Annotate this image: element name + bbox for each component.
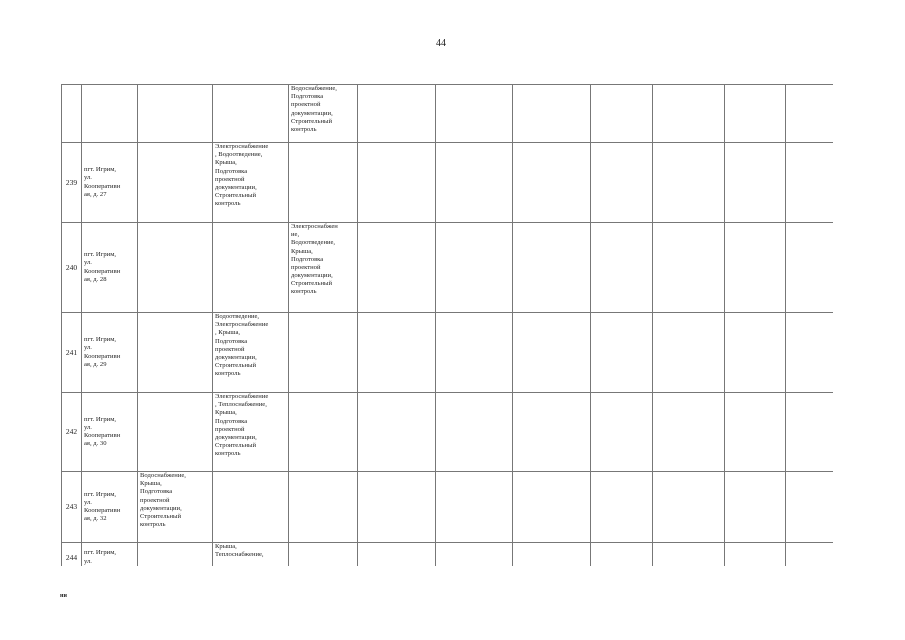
- empty-cell: [591, 313, 653, 393]
- empty-cell: [653, 223, 725, 313]
- empty-cell: [786, 543, 834, 567]
- address-cell: пгт. Игрим, ул. Кооперативн ая, д. 28: [82, 223, 138, 313]
- empty-cell: [725, 472, 786, 543]
- empty-cell: [358, 85, 436, 143]
- empty-cell: [513, 223, 591, 313]
- work-types-cell: [138, 543, 213, 567]
- empty-cell: [591, 472, 653, 543]
- work-types-cell: Электроснабжение , Водоотведение, Крыша, Подготовка проектной документации, Строительный контроль: [213, 143, 289, 223]
- empty-cell: [653, 313, 725, 393]
- empty-cell: [358, 143, 436, 223]
- empty-cell: [436, 223, 513, 313]
- work-types-cell: [289, 143, 358, 223]
- page-number: 44: [436, 38, 446, 49]
- work-types-cell: Электроснабжение , Теплоснабжение, Крыша, Подготовка проектной документации, Строительный контроль: [213, 393, 289, 472]
- empty-cell: [725, 543, 786, 567]
- empty-cell: [358, 393, 436, 472]
- work-types-cell: [289, 472, 358, 543]
- empty-cell: [436, 85, 513, 143]
- empty-cell: [358, 472, 436, 543]
- empty-cell: [725, 223, 786, 313]
- empty-cell: [591, 543, 653, 567]
- work-types-cell: [289, 393, 358, 472]
- address-cell: пгт. Игрим, ул.: [82, 543, 138, 567]
- work-types-cell: [213, 472, 289, 543]
- empty-cell: [786, 393, 834, 472]
- empty-cell: [653, 85, 725, 143]
- empty-cell: [513, 543, 591, 567]
- address-cell: пгт. Игрим, ул. Кооперативн ая, д. 29: [82, 313, 138, 393]
- empty-cell: [436, 313, 513, 393]
- empty-cell: [653, 143, 725, 223]
- address-cell: [82, 85, 138, 143]
- works-table: [61, 84, 833, 566]
- empty-cell: [786, 85, 834, 143]
- row-number-cell: 244: [62, 543, 82, 567]
- work-types-cell: Водоотведение, Электроснабжение , Крыша, Подготовка проектной документации, Строительный контроль: [213, 313, 289, 393]
- row-number-cell: [62, 85, 82, 143]
- empty-cell: [513, 472, 591, 543]
- work-types-cell: [138, 313, 213, 393]
- empty-cell: [358, 223, 436, 313]
- empty-cell: [653, 393, 725, 472]
- empty-cell: [725, 143, 786, 223]
- empty-cell: [725, 313, 786, 393]
- empty-cell: [436, 393, 513, 472]
- address-cell: пгт. Игрим, ул. Кооперативн ая, д. 32: [82, 472, 138, 543]
- table-container: [61, 84, 833, 566]
- work-types-cell: [289, 313, 358, 393]
- work-types-cell: Водоснабжение, Подготовка проектной документации, Строительный контроль: [289, 85, 358, 143]
- work-types-cell: [138, 85, 213, 143]
- empty-cell: [591, 393, 653, 472]
- empty-cell: [358, 543, 436, 567]
- row-number-cell: 243: [62, 472, 82, 543]
- table-row: [62, 543, 834, 567]
- empty-cell: [513, 85, 591, 143]
- table-row: [62, 393, 834, 472]
- row-number-cell: 241: [62, 313, 82, 393]
- table-row: [62, 223, 834, 313]
- work-types-cell: Электроснабжен ие, Водоотведение, Крыша, Подготовка проектной документации, Строительный контроль: [289, 223, 358, 313]
- empty-cell: [591, 85, 653, 143]
- empty-cell: [786, 472, 834, 543]
- row-number-cell: 242: [62, 393, 82, 472]
- row-number-cell: 239: [62, 143, 82, 223]
- empty-cell: [786, 143, 834, 223]
- empty-cell: [436, 472, 513, 543]
- table-row: [62, 472, 834, 543]
- footer-mark: ни: [60, 593, 67, 599]
- empty-cell: [725, 393, 786, 472]
- empty-cell: [786, 313, 834, 393]
- empty-cell: [513, 143, 591, 223]
- empty-cell: [436, 543, 513, 567]
- work-types-cell: [213, 223, 289, 313]
- work-types-cell: [138, 393, 213, 472]
- empty-cell: [436, 143, 513, 223]
- empty-cell: [653, 472, 725, 543]
- empty-cell: [591, 143, 653, 223]
- empty-cell: [358, 313, 436, 393]
- row-number-cell: 240: [62, 223, 82, 313]
- empty-cell: [591, 223, 653, 313]
- table-row: [62, 85, 834, 143]
- work-types-cell: [213, 85, 289, 143]
- empty-cell: [786, 223, 834, 313]
- empty-cell: [513, 313, 591, 393]
- work-types-cell: Крыша, Теплоснабжение,: [213, 543, 289, 567]
- work-types-cell: Водоснабжение, Крыша, Подготовка проектной документации, Строительный контроль: [138, 472, 213, 543]
- address-cell: пгт. Игрим, ул. Кооперативн ая, д. 27: [82, 143, 138, 223]
- work-types-cell: [138, 143, 213, 223]
- empty-cell: [653, 543, 725, 567]
- address-cell: пгт. Игрим, ул. Кооперативн ая, д. 30: [82, 393, 138, 472]
- table-row: [62, 313, 834, 393]
- table-row: [62, 143, 834, 223]
- work-types-cell: [289, 543, 358, 567]
- empty-cell: [513, 393, 591, 472]
- work-types-cell: [138, 223, 213, 313]
- empty-cell: [725, 85, 786, 143]
